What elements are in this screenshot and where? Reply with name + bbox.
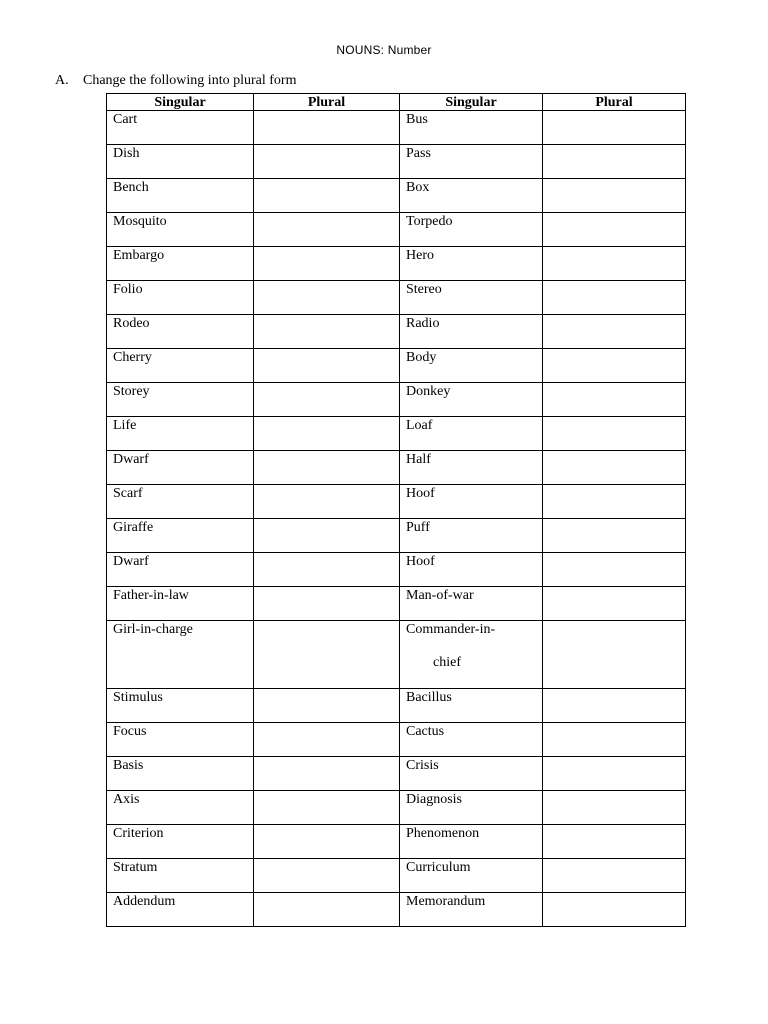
plural-answer-cell-right[interactable] xyxy=(543,145,686,179)
singular-word-left: Father-in-law xyxy=(107,587,254,621)
singular-word-left: Embargo xyxy=(107,247,254,281)
singular-word-right: Cactus xyxy=(400,723,543,757)
singular-word-left: Mosquito xyxy=(107,213,254,247)
plural-answer-cell-right[interactable] xyxy=(543,859,686,893)
table-row xyxy=(107,417,686,451)
table-row xyxy=(107,349,686,383)
singular-word-left: Focus xyxy=(107,723,254,757)
plural-answer-cell-left[interactable] xyxy=(254,859,400,893)
plural-answer-cell-left[interactable] xyxy=(254,145,400,179)
singular-word-left: Cart xyxy=(107,111,254,145)
plural-answer-cell-right[interactable] xyxy=(543,111,686,145)
table-row xyxy=(107,757,686,791)
plural-answer-cell-left[interactable] xyxy=(254,383,400,417)
plural-worksheet-table xyxy=(106,93,686,927)
plural-answer-cell-left[interactable] xyxy=(254,247,400,281)
section-heading xyxy=(55,73,296,89)
plural-answer-cell-right[interactable] xyxy=(543,247,686,281)
singular-word-left: Giraffe xyxy=(107,519,254,553)
singular-word-left: Dwarf xyxy=(107,451,254,485)
page-title: NOUNS: Number xyxy=(336,43,432,57)
singular-word-left: Dwarf xyxy=(107,553,254,587)
singular-word-left: Bench xyxy=(107,179,254,213)
plural-answer-cell-left[interactable] xyxy=(254,213,400,247)
singular-word-right: Torpedo xyxy=(400,213,543,247)
plural-answer-cell-left[interactable] xyxy=(254,723,400,757)
singular-word-right: Hero xyxy=(400,247,543,281)
singular-word-right-line1: Commander-in- xyxy=(406,622,496,637)
singular-word-right: Diagnosis xyxy=(400,791,543,825)
table-row xyxy=(107,485,686,519)
plural-answer-cell-right[interactable] xyxy=(543,621,686,689)
table-row xyxy=(107,893,686,927)
table-row xyxy=(107,519,686,553)
plural-answer-cell-left[interactable] xyxy=(254,315,400,349)
singular-word-left: Girl-in-charge xyxy=(107,621,254,689)
singular-word-right: Bacillus xyxy=(400,689,543,723)
singular-word-left: Basis xyxy=(107,757,254,791)
singular-word-left: Scarf xyxy=(107,485,254,519)
singular-word-left: Rodeo xyxy=(107,315,254,349)
singular-word-left: Criterion xyxy=(107,825,254,859)
plural-answer-cell-left[interactable] xyxy=(254,485,400,519)
plural-answer-cell-right[interactable] xyxy=(543,349,686,383)
section-instruction: Change the following into plural form xyxy=(83,73,297,88)
plural-answer-cell-left[interactable] xyxy=(254,111,400,145)
table-row xyxy=(107,451,686,485)
plural-answer-cell-left[interactable] xyxy=(254,689,400,723)
table-row xyxy=(107,111,686,145)
plural-answer-cell-right[interactable] xyxy=(543,723,686,757)
plural-answer-cell-left[interactable] xyxy=(254,791,400,825)
table-header-row xyxy=(107,94,686,111)
table-row xyxy=(107,247,686,281)
singular-word-right: Body xyxy=(400,349,543,383)
plural-answer-cell-right[interactable] xyxy=(543,315,686,349)
singular-word-right: Man-of-war xyxy=(400,587,543,621)
plural-answer-cell-left[interactable] xyxy=(254,893,400,927)
singular-word-left: Storey xyxy=(107,383,254,417)
singular-word-left: Folio xyxy=(107,281,254,315)
singular-word-right-line2: chief xyxy=(433,655,461,670)
header-plural-left: Plural xyxy=(254,94,400,111)
plural-answer-cell-left[interactable] xyxy=(254,179,400,213)
table-row xyxy=(107,723,686,757)
table-row xyxy=(107,791,686,825)
table-body xyxy=(107,111,686,927)
header-singular-right: Singular xyxy=(400,94,543,111)
table-row xyxy=(107,859,686,893)
singular-word-right: Half xyxy=(400,451,543,485)
singular-word-right: Box xyxy=(400,179,543,213)
plural-answer-cell-left[interactable] xyxy=(254,417,400,451)
singular-word-right: Stereo xyxy=(400,281,543,315)
plural-answer-cell-right[interactable] xyxy=(543,825,686,859)
plural-answer-cell-right[interactable] xyxy=(543,383,686,417)
plural-answer-cell-left[interactable] xyxy=(254,825,400,859)
singular-word-right: Loaf xyxy=(400,417,543,451)
plural-answer-cell-right[interactable] xyxy=(543,417,686,451)
singular-word-right: Puff xyxy=(400,519,543,553)
table-row xyxy=(107,383,686,417)
plural-answer-cell-left[interactable] xyxy=(254,621,400,689)
table-row xyxy=(107,825,686,859)
plural-answer-cell-left[interactable] xyxy=(254,553,400,587)
plural-answer-cell-right[interactable] xyxy=(543,213,686,247)
table-row xyxy=(107,179,686,213)
singular-word-left: Cherry xyxy=(107,349,254,383)
plural-answer-cell-right[interactable] xyxy=(543,281,686,315)
table-row xyxy=(107,281,686,315)
plural-answer-cell-left[interactable] xyxy=(254,349,400,383)
table-row xyxy=(107,689,686,723)
singular-word-right: Crisis xyxy=(400,757,543,791)
table-row xyxy=(107,213,686,247)
singular-word-right: Pass xyxy=(400,145,543,179)
plural-answer-cell-left[interactable] xyxy=(254,451,400,485)
plural-answer-cell-left[interactable] xyxy=(254,757,400,791)
plural-answer-cell-right[interactable] xyxy=(543,179,686,213)
plural-answer-cell-left[interactable] xyxy=(254,281,400,315)
plural-answer-cell-right[interactable] xyxy=(543,791,686,825)
singular-word-left: Dish xyxy=(107,145,254,179)
singular-word-right: Donkey xyxy=(400,383,543,417)
plural-answer-cell-right[interactable] xyxy=(543,553,686,587)
table-row xyxy=(107,621,686,689)
singular-word-right: Curriculum xyxy=(400,859,543,893)
singular-word-left: Stimulus xyxy=(107,689,254,723)
plural-answer-cell-right[interactable] xyxy=(543,519,686,553)
plural-answer-cell-left[interactable] xyxy=(254,587,400,621)
singular-word-left: Stratum xyxy=(107,859,254,893)
plural-answer-cell-right[interactable] xyxy=(543,893,686,927)
section-letter: A. xyxy=(55,73,69,88)
plural-answer-cell-left[interactable] xyxy=(254,519,400,553)
table-row xyxy=(107,553,686,587)
singular-word-left: Addendum xyxy=(107,893,254,927)
table-row xyxy=(107,315,686,349)
singular-word-right: Bus xyxy=(400,111,543,145)
header-plural-right: Plural xyxy=(543,94,686,111)
plural-answer-cell-right[interactable] xyxy=(543,587,686,621)
singular-word-right: Memorandum xyxy=(400,893,543,927)
plural-answer-cell-right[interactable] xyxy=(543,451,686,485)
singular-word-right: Hoof xyxy=(400,553,543,587)
plural-answer-cell-right[interactable] xyxy=(543,689,686,723)
singular-word-right xyxy=(400,621,543,689)
singular-word-right: Radio xyxy=(400,315,543,349)
plural-answer-cell-right[interactable] xyxy=(543,485,686,519)
plural-answer-cell-right[interactable] xyxy=(543,757,686,791)
singular-word-right: Hoof xyxy=(400,485,543,519)
singular-word-left: Axis xyxy=(107,791,254,825)
header-singular-left: Singular xyxy=(107,94,254,111)
table-row xyxy=(107,145,686,179)
singular-word-right: Phenomenon xyxy=(400,825,543,859)
table-row xyxy=(107,587,686,621)
singular-word-left: Life xyxy=(107,417,254,451)
